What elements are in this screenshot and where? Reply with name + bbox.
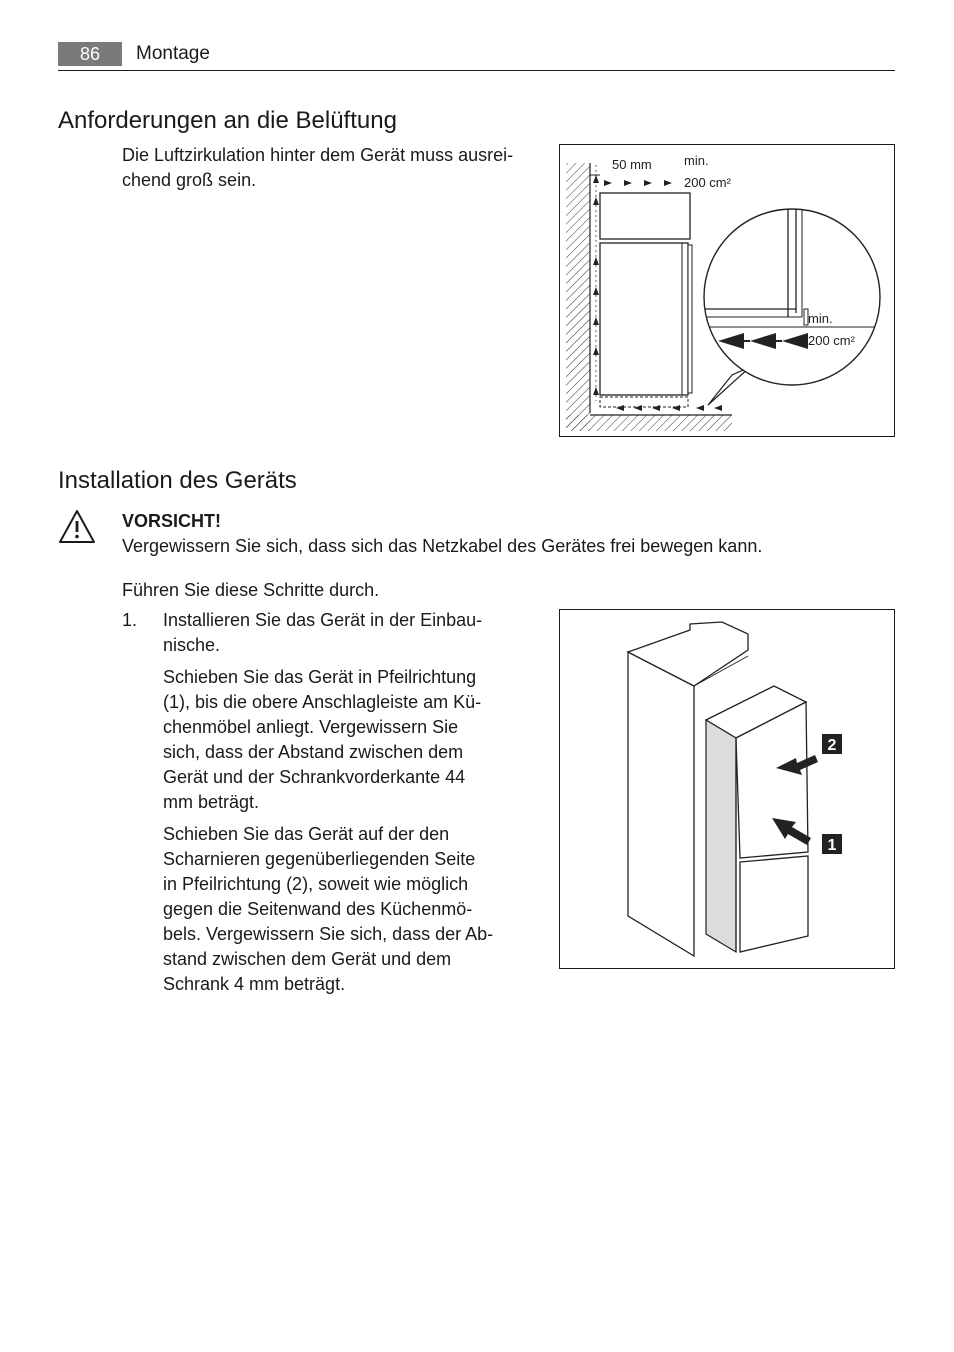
step-title xyxy=(163,608,543,658)
paragraph-line: Schrank 4 mm beträgt. xyxy=(163,974,346,994)
step-content xyxy=(163,608,543,1004)
section-title: Montage xyxy=(136,43,210,64)
warning-title: VORSICHT! xyxy=(122,511,221,531)
badge-2-label: 2 xyxy=(827,737,837,754)
step-number: 1. xyxy=(122,610,138,630)
paragraph-line: gegen die Seitenwand des Küchenmö- xyxy=(163,899,473,919)
wall-hatch xyxy=(566,163,590,431)
cabinet-side xyxy=(628,652,694,956)
paragraph-line: Gerät und der Schrankvorderkante 44 xyxy=(163,767,466,787)
paragraph-line: Schieben Sie das Gerät in Pfeilrichtung xyxy=(163,667,477,687)
step-title-line: nische. xyxy=(163,635,221,655)
installation-diagram xyxy=(560,610,894,968)
warning-icon xyxy=(58,509,96,545)
detail-circle xyxy=(704,209,880,385)
ventilation-text xyxy=(122,143,552,193)
lower-door xyxy=(740,856,808,952)
paragraph-line: in Pfeilrichtung (2), soweit wie möglich xyxy=(163,874,469,894)
page-number: 86 xyxy=(58,42,122,66)
steps-intro: Führen Sie diese Schritte durch. xyxy=(122,580,380,600)
top-area-label: 200 cm² xyxy=(684,175,731,190)
warning-text: Vergewissern Sie sich, dass sich das Netzkabel des Gerätes frei bewegen kann. xyxy=(122,536,763,556)
ventilation-heading: Anforderungen an die Belüftung xyxy=(58,107,397,134)
floor-hatch xyxy=(566,415,732,431)
appliance-side xyxy=(706,720,736,952)
header-divider xyxy=(58,70,895,71)
paragraph-line: bels. Vergewissern Sie sich, dass der Ab- xyxy=(163,924,494,944)
bottom-min-label: min. xyxy=(808,311,833,326)
ventilation-text-line2: chend groß sein. xyxy=(122,170,257,190)
installation-heading: Installation des Geräts xyxy=(58,467,297,494)
installation-figure xyxy=(559,609,895,969)
bottom-area-label: 200 cm² xyxy=(808,333,855,348)
paragraph-line: stand zwischen dem Gerät und dem xyxy=(163,949,452,969)
paragraph-line: (1), bis die obere Anschlagleiste am Kü- xyxy=(163,692,482,712)
gap-label: 50 mm xyxy=(612,157,652,172)
callout-pointer xyxy=(708,367,750,405)
top-min-label: min. xyxy=(684,153,709,168)
step-paragraph-1 xyxy=(163,665,543,815)
paragraph-line: Schieben Sie das Gerät auf der den xyxy=(163,824,450,844)
ventilation-figure xyxy=(559,144,895,437)
appliance-body xyxy=(600,243,688,395)
paragraph-line: mm beträgt. xyxy=(163,792,260,812)
paragraph-line: Scharnieren gegenüberliegenden Seite xyxy=(163,849,476,869)
paragraph-line: sich, dass der Abstand zwischen dem xyxy=(163,742,464,762)
step-title-line: Installieren Sie das Gerät in der Einbau- xyxy=(163,610,483,630)
paragraph-line: chenmöbel anliegt. Vergewissern Sie xyxy=(163,717,459,737)
step-paragraph-2 xyxy=(163,822,543,997)
upper-cabinet xyxy=(600,193,690,239)
badge-1-label: 1 xyxy=(827,837,837,854)
ventilation-text-line1: Die Luftzirkulation hinter dem Gerät muss ausrei- xyxy=(122,145,514,165)
ventilation-diagram xyxy=(560,145,894,436)
